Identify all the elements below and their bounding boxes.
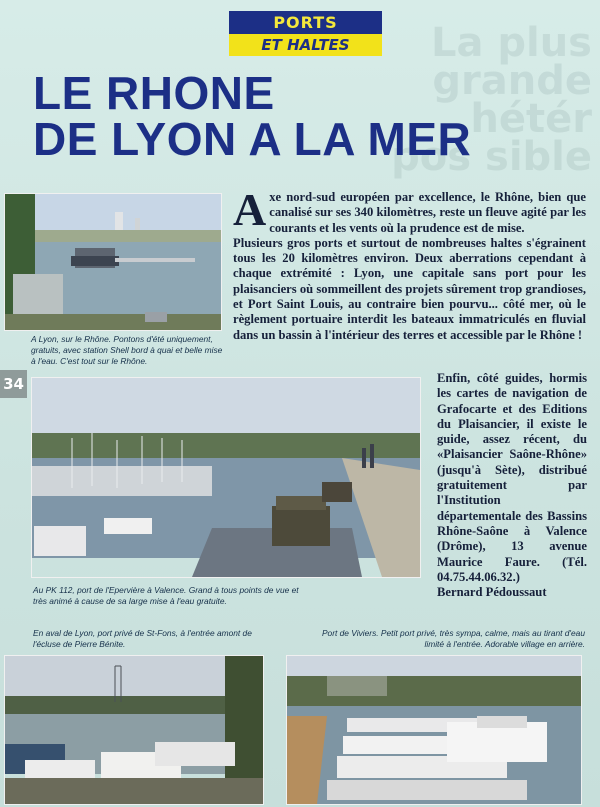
section-label-1: PORTS — [273, 13, 338, 32]
article-headline — [33, 67, 472, 165]
ghost-line-2: grande hétér — [432, 58, 592, 142]
section-banner-haltes — [229, 34, 382, 56]
caption-valence: Au PK 112, port de l'Epervière à Valence. Grand à tous points de vue et très animé à cause de sa large mise à l'eau gratuite. — [33, 585, 299, 606]
caption-stfons: En aval de Lyon, port privé de St-Fons, à l'entrée amont de l'écluse de Pierre Bénite. — [33, 628, 252, 649]
article-paragraph-3 — [437, 371, 587, 600]
section-label-2: ET HALTES — [261, 36, 350, 54]
ghost-line-1: La plus — [430, 20, 592, 66]
page-number: 34 — [0, 370, 27, 398]
photo-lyon — [4, 193, 222, 331]
article-paragraph-2: Plusieurs gros ports et surtout de nombreuses haltes s'égrainent tous les 20 kilomètres environ. Deux aberrations cependant à chaque extrémité : Lyon, une capitale sans port pour les plaisanciers où sommeillent des projets sûrement trop grandioses, et Port Saint Louis, au contraire bien pourvu... côté mer, où le règlement portuaire interdit les bateaux immatriculés en fluvial dans un bassin à l'intérieur des terres et accessible par le Rhône ! — [233, 235, 586, 342]
caption-viviers: Port de Viviers. Petit port privé, très sympa, calme, mais au tirant d'eau limité à l'entrée. Adorable village en arrière. — [321, 628, 585, 649]
dropcap-letter: A — [233, 184, 267, 235]
photo-stfons — [4, 655, 264, 805]
headline-line-2: DE LYON A LA MER — [33, 113, 472, 165]
article-author: Bernard Pédoussaut — [437, 585, 547, 600]
section-banner-ports — [229, 11, 382, 34]
article-intro — [233, 184, 586, 343]
article-guides-text: Enfin, côté guides, hormis les cartes de navigation de Grafocarte et des Editions du Plaisancier, il existe le guide, assez récent, du «Plaisancier Saône-Rhône» (jusqu'à Sète), distribué gratuitement par l'Institution départementale des Bassins Rhône-Saône à Valence (Drôme), 13 avenue Maurice Faure. (Tél. 04.75.44.06.32.) — [437, 371, 587, 584]
caption-lyon: A Lyon, sur le Rhône. Pontons d'été uniquement, gratuits, avec station Shell bord à quai et belle mise à l'eau. C'est tout sur le Rhône. — [31, 334, 223, 366]
ghost-line-3: pos sible — [391, 134, 592, 180]
photo-valence — [31, 377, 421, 578]
headline-line-1: LE RHONE — [33, 67, 275, 119]
article-paragraph-1: xe nord-sud européen par excellence, le Rhône, bien que canalisé sur ses 340 kilomètres, reste un fleuve agité par les courants et les vents où la prudence est de mise. — [269, 190, 586, 235]
photo-viviers — [286, 655, 582, 805]
